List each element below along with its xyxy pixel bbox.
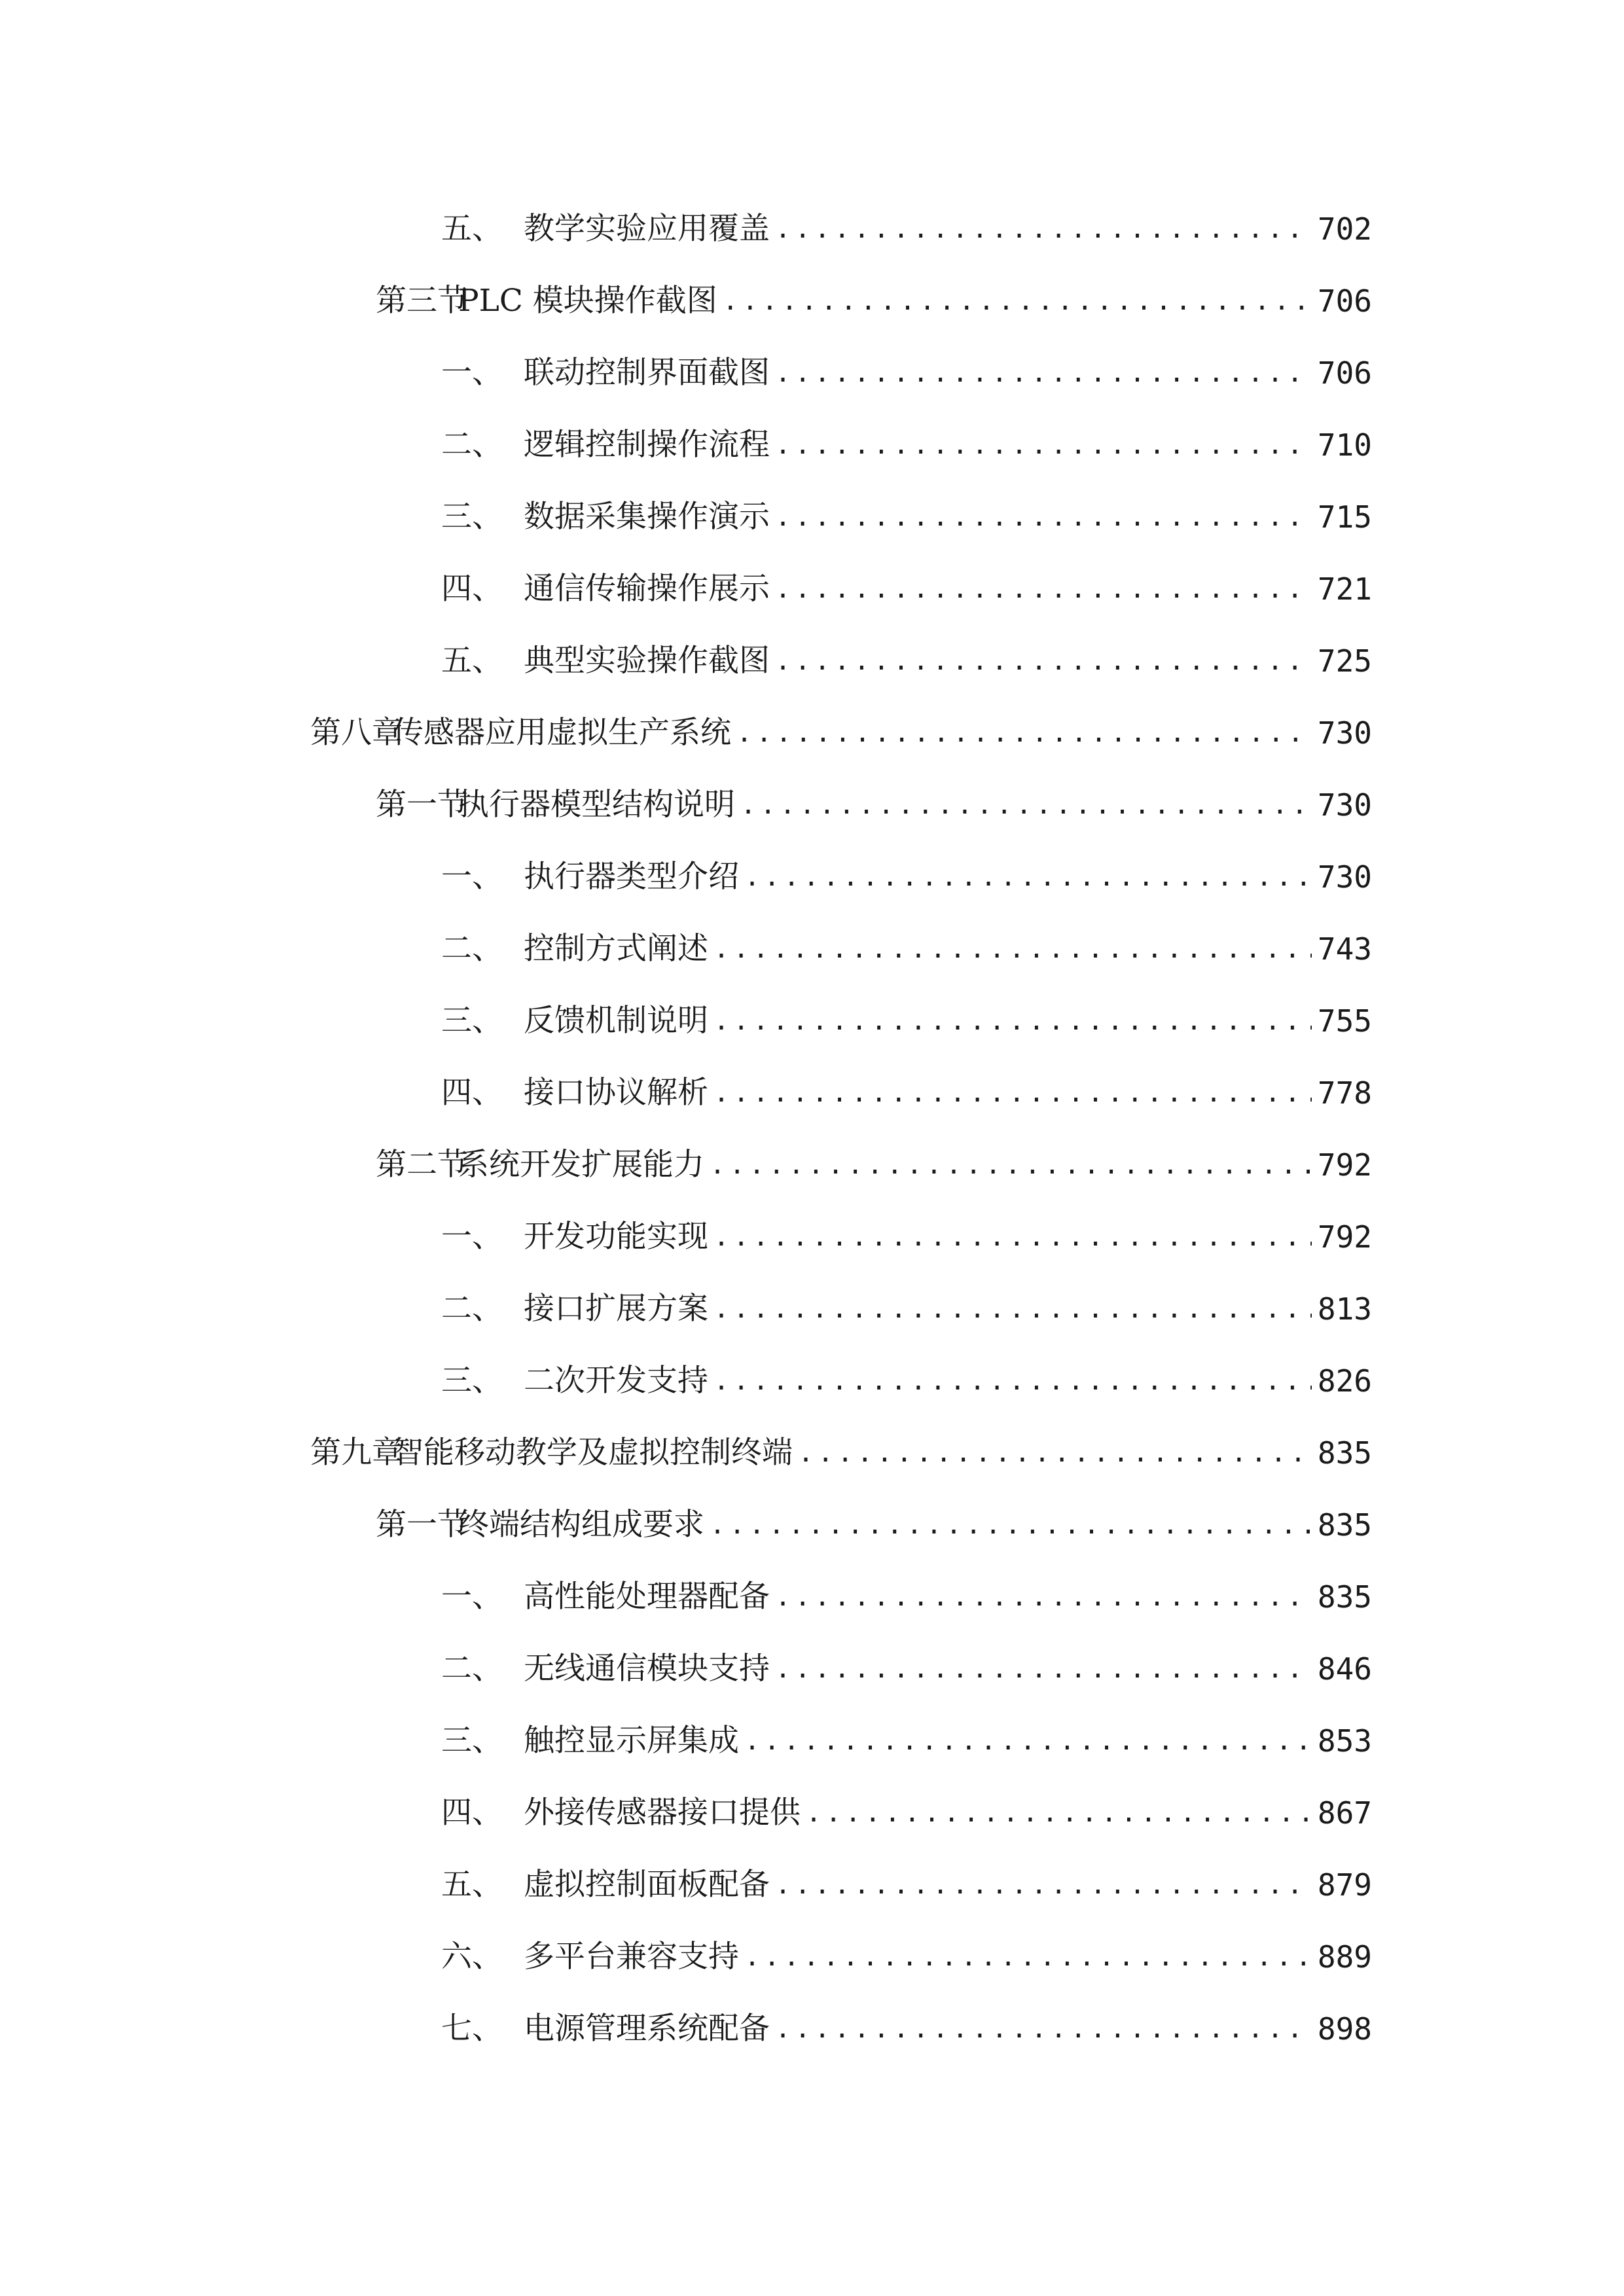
toc-entry-page: 743 xyxy=(1317,931,1372,967)
toc-entry[interactable] xyxy=(441,560,1372,619)
toc-entry-title: 接口协议解析 xyxy=(524,1075,708,1111)
toc-entry-title: 控制方式阐述 xyxy=(524,931,708,967)
toc-entry-number: 五、 xyxy=(441,643,503,679)
toc-entry-page: 792 xyxy=(1317,1219,1372,1255)
toc-entry-number: 四、 xyxy=(441,1075,503,1111)
toc-entry-number: 一、 xyxy=(441,1219,503,1255)
toc-entry-page: 730 xyxy=(1317,787,1372,823)
toc-entry-number: 七、 xyxy=(441,2011,503,2047)
toc-dot-leader xyxy=(744,1928,1312,1986)
toc-dot-leader xyxy=(713,1208,1312,1266)
toc-entry-number: 二、 xyxy=(441,1651,503,1687)
toc-entry-title: PLC 模块操作截图 xyxy=(458,283,717,319)
toc-dot-leader xyxy=(775,488,1312,547)
toc-entry-number: 五、 xyxy=(441,211,503,247)
toc-dot-leader xyxy=(775,2000,1312,2058)
toc-entry-number: 四、 xyxy=(441,1795,503,1831)
toc-entry-number: 第二节 xyxy=(376,1147,468,1183)
toc-dot-leader xyxy=(775,416,1312,475)
toc-entry[interactable] xyxy=(441,1280,1372,1338)
toc-entry-title: 无线通信模块支持 xyxy=(524,1651,770,1687)
toc-entry-page: 826 xyxy=(1317,1363,1372,1399)
toc-entry-title: 反馈机制说明 xyxy=(524,1003,708,1039)
toc-entry-number: 第八章 xyxy=(310,715,403,751)
toc-entry-page: 730 xyxy=(1317,859,1372,895)
toc-entry-number: 六、 xyxy=(441,1939,503,1975)
toc-entry[interactable] xyxy=(441,1856,1372,1914)
toc-dot-leader xyxy=(775,1640,1312,1698)
toc-entry-number: 二、 xyxy=(441,931,503,967)
toc-dot-leader xyxy=(775,560,1312,619)
toc-entry-title: 多平台兼容支持 xyxy=(524,1939,739,1975)
toc-dot-leader xyxy=(740,776,1312,834)
toc-entry-number: 五、 xyxy=(441,1867,503,1903)
toc-entry[interactable] xyxy=(441,848,1372,906)
toc-entry-number: 三、 xyxy=(441,1363,503,1399)
toc-entry-title: 智能移动教学及虚拟控制终端 xyxy=(393,1435,793,1471)
toc-entry-page: 792 xyxy=(1317,1147,1372,1183)
toc-dot-leader xyxy=(713,992,1312,1050)
toc-dot-leader xyxy=(775,632,1312,691)
toc-entry[interactable] xyxy=(441,416,1372,475)
toc-entry-title: 数据采集操作演示 xyxy=(524,499,770,535)
toc-dot-leader xyxy=(713,1280,1312,1338)
toc-entry[interactable] xyxy=(441,1568,1372,1626)
toc-entry-page: 835 xyxy=(1317,1579,1372,1615)
toc-entry-title: 电源管理系统配备 xyxy=(524,2011,770,2047)
toc-dot-leader xyxy=(710,1496,1312,1554)
toc-entry-page: 702 xyxy=(1317,211,1372,247)
toc-entry-title: 接口扩展方案 xyxy=(524,1291,708,1327)
toc-entry-page: 835 xyxy=(1317,1507,1372,1543)
toc-dot-leader xyxy=(736,704,1312,762)
toc-entry[interactable] xyxy=(441,1712,1372,1770)
toc-entry-title: 终端结构组成要求 xyxy=(458,1507,704,1543)
toc-entry-title: 虚拟控制面板配备 xyxy=(524,1867,770,1903)
toc-entry-number: 第一节 xyxy=(376,787,468,823)
toc-entry[interactable] xyxy=(441,1208,1372,1266)
toc-entry-number: 二、 xyxy=(441,427,503,463)
toc-entry[interactable] xyxy=(376,1496,1372,1554)
toc-entry-title: 典型实验操作截图 xyxy=(524,643,770,679)
toc-entry-number: 四、 xyxy=(441,571,503,607)
toc-entry[interactable] xyxy=(441,1064,1372,1122)
toc-entry-page: 710 xyxy=(1317,427,1372,463)
toc-entry[interactable] xyxy=(376,272,1372,331)
toc-entry-page: 721 xyxy=(1317,571,1372,607)
toc-entry[interactable] xyxy=(441,1928,1372,1986)
toc-entry-page: 706 xyxy=(1317,355,1372,391)
toc-entry-title: 开发功能实现 xyxy=(524,1219,708,1255)
toc-entry-page: 846 xyxy=(1317,1651,1372,1687)
toc-entry[interactable] xyxy=(441,344,1372,403)
toc-entry-page: 835 xyxy=(1317,1435,1372,1471)
toc-entry[interactable] xyxy=(441,920,1372,978)
toc-entry-page: 715 xyxy=(1317,499,1372,535)
toc-entry[interactable] xyxy=(310,1424,1372,1482)
toc-entry-number: 三、 xyxy=(441,499,503,535)
toc-entry[interactable] xyxy=(441,1784,1372,1842)
toc-dot-leader xyxy=(775,344,1312,403)
toc-entry[interactable] xyxy=(441,992,1372,1050)
toc-entry-page: 813 xyxy=(1317,1291,1372,1327)
toc-entry-number: 三、 xyxy=(441,1003,503,1039)
toc-entry-number: 第九章 xyxy=(310,1435,403,1471)
toc-entry-title: 系统开发扩展能力 xyxy=(458,1147,704,1183)
toc-entry-title: 执行器模型结构说明 xyxy=(458,787,735,823)
toc-entry-title: 联动控制界面截图 xyxy=(524,355,770,391)
toc-entry-number: 第三节 xyxy=(376,283,468,319)
toc-dot-leader xyxy=(744,1712,1312,1770)
toc-entry-page: 778 xyxy=(1317,1075,1372,1111)
toc-entry[interactable] xyxy=(441,1640,1372,1698)
toc-dot-leader xyxy=(713,920,1312,978)
toc-entry-title: 传感器应用虚拟生产系统 xyxy=(393,715,731,751)
toc-dot-leader xyxy=(710,1136,1312,1194)
toc-dot-leader xyxy=(798,1424,1312,1482)
toc-dot-leader xyxy=(775,1568,1312,1626)
toc-entry[interactable] xyxy=(376,776,1372,834)
toc-entry[interactable] xyxy=(310,704,1372,762)
toc-entry-number: 二、 xyxy=(441,1291,503,1327)
toc-entry[interactable] xyxy=(441,488,1372,547)
toc-entry[interactable] xyxy=(441,1352,1372,1410)
toc-entry-number: 三、 xyxy=(441,1723,503,1759)
toc-dot-leader xyxy=(775,200,1312,259)
toc-entry[interactable] xyxy=(441,632,1372,691)
toc-dot-leader xyxy=(744,848,1312,906)
toc-entry-title: 二次开发支持 xyxy=(524,1363,708,1399)
toc-entry[interactable] xyxy=(441,2000,1372,2058)
toc-entry-title: 逻辑控制操作流程 xyxy=(524,427,770,463)
toc-dot-leader xyxy=(713,1352,1312,1410)
toc-entry-page: 725 xyxy=(1317,643,1372,679)
toc-entry-page: 879 xyxy=(1317,1867,1372,1903)
toc-entry-title: 触控显示屏集成 xyxy=(524,1723,739,1759)
toc-entry[interactable] xyxy=(376,1136,1372,1194)
toc-entry-title: 教学实验应用覆盖 xyxy=(524,211,770,247)
toc-entry-title: 执行器类型介绍 xyxy=(524,859,739,895)
toc-entry-page: 853 xyxy=(1317,1723,1372,1759)
toc-dot-leader xyxy=(723,272,1312,331)
toc-dot-leader xyxy=(806,1784,1312,1842)
toc-entry-number: 第一节 xyxy=(376,1507,468,1543)
toc-entry-page: 898 xyxy=(1317,2011,1372,2047)
toc-entry-page: 706 xyxy=(1317,283,1372,319)
toc-entry-title: 外接传感器接口提供 xyxy=(524,1795,801,1831)
toc-entry-number: 一、 xyxy=(441,1579,503,1615)
toc-entry-page: 755 xyxy=(1317,1003,1372,1039)
toc-entry-title: 通信传输操作展示 xyxy=(524,571,770,607)
toc-entry-page: 867 xyxy=(1317,1795,1372,1831)
toc-entry-page: 889 xyxy=(1317,1939,1372,1975)
toc-entry-title: 高性能处理器配备 xyxy=(524,1579,770,1615)
toc-dot-leader xyxy=(775,1856,1312,1914)
toc-dot-leader xyxy=(713,1064,1312,1122)
toc-entry[interactable] xyxy=(441,200,1372,259)
toc-entry-number: 一、 xyxy=(441,355,503,391)
toc-entry-page: 730 xyxy=(1317,715,1372,751)
toc-entry-number: 一、 xyxy=(441,859,503,895)
